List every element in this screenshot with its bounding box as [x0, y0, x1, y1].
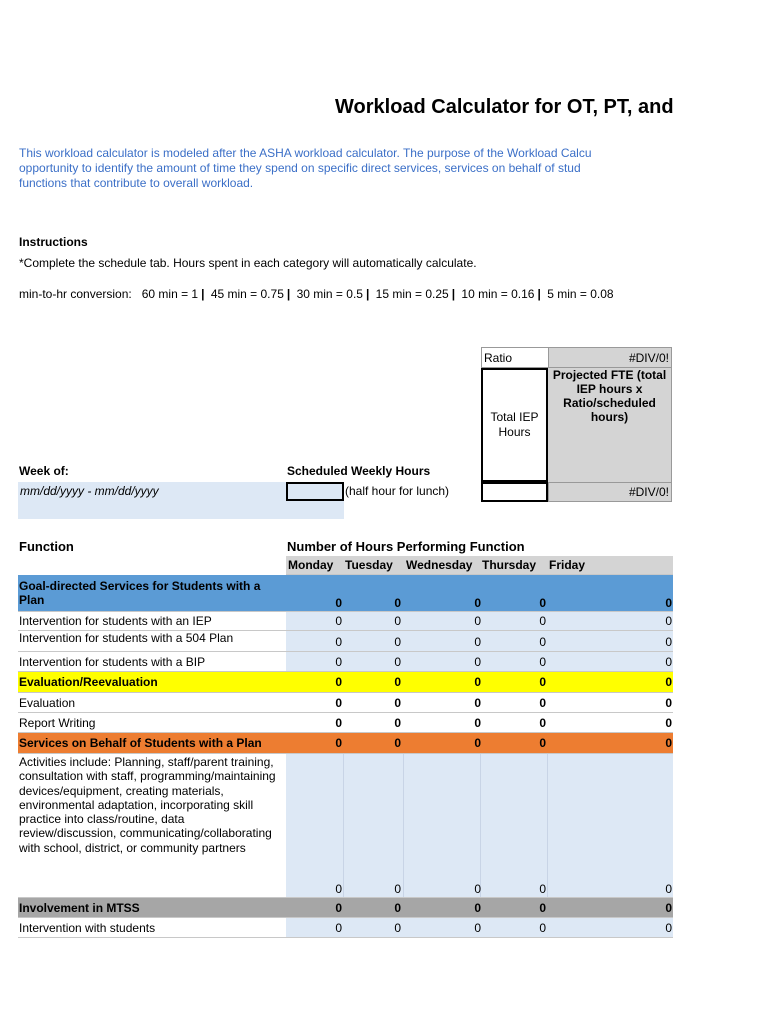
row-label: Intervention for students with a BIP — [19, 655, 206, 669]
cell-value[interactable]: 0 — [335, 655, 342, 669]
cell-value: 0 — [539, 696, 546, 710]
conversion-item: 10 min = 0.16 — [461, 287, 535, 301]
row-label: Involvement in MTSS — [19, 901, 140, 915]
cell-value[interactable]: 0 — [539, 921, 546, 935]
table-row-services — [18, 733, 673, 754]
cell-value: 0 — [539, 675, 546, 689]
conversion-label: min-to-hr conversion: — [19, 287, 132, 301]
intro-paragraph — [19, 146, 671, 191]
cell-value[interactable]: 0 — [665, 921, 672, 935]
row-label: Intervention for students with a 504 Plan — [19, 631, 234, 645]
cell-value[interactable]: 0 — [474, 614, 481, 628]
conversion-item: 5 min = 0.08 — [547, 287, 614, 301]
cell-value: 0 — [474, 696, 481, 710]
cell-value: 0 — [394, 696, 401, 710]
intro-line: opportunity to identify the amount of time they spend on specific direct services, services on behalf of stud — [19, 161, 581, 175]
table-row — [18, 693, 673, 713]
row-label: Intervention with students — [19, 921, 156, 935]
function-header: Function — [19, 539, 74, 554]
table-row-goal-directed — [18, 575, 673, 612]
lunch-note: (half hour for lunch) — [345, 484, 450, 498]
row-label: Report Writing — [19, 716, 96, 730]
intro-line: functions that contribute to overall workload. — [19, 176, 254, 190]
week-label: Week of: — [19, 464, 69, 478]
table-row — [18, 612, 673, 631]
cell-value: 0 — [665, 696, 672, 710]
cell-value: 0 — [335, 675, 342, 689]
cell-value: 0 — [539, 736, 546, 750]
cell-value: 0 — [539, 716, 546, 730]
scheduled-hours-label: Scheduled Weekly Hours — [287, 464, 431, 478]
table-row-mtss — [18, 898, 673, 918]
cell-value[interactable]: 0 — [335, 882, 342, 896]
cell-value: 0 — [394, 675, 401, 689]
cell-value: 0 — [394, 716, 401, 730]
cell-value: 0 — [335, 901, 342, 915]
row-label: Evaluation — [19, 696, 76, 710]
cell-value: 0 — [665, 675, 672, 689]
cell-value[interactable]: 0 — [665, 882, 672, 896]
cell-value: 0 — [394, 901, 401, 915]
cell-value[interactable]: 0 — [474, 882, 481, 896]
cell-value[interactable]: 0 — [474, 921, 481, 935]
cell-value: 0 — [665, 716, 672, 730]
day-monday: Monday — [288, 558, 334, 572]
cell-value: 0 — [665, 596, 672, 610]
cell-value: 0 — [474, 716, 481, 730]
cell-value[interactable]: 0 — [335, 614, 342, 628]
cell-value: 0 — [394, 596, 401, 610]
cell-value: 0 — [539, 901, 546, 915]
week-of-field[interactable]: mm/dd/yyyy - mm/dd/yyyy — [18, 482, 344, 519]
cell-value: 0 — [474, 901, 481, 915]
ratio-box — [481, 347, 672, 502]
cell-value: 0 — [474, 736, 481, 750]
table-row — [18, 652, 673, 672]
conversion-item: 30 min = 0.5 — [296, 287, 363, 301]
cell-value: 0 — [335, 596, 342, 610]
row-label: Services on Behalf of Students with a Plan — [19, 736, 262, 750]
cell-value: 0 — [335, 716, 342, 730]
cell-value[interactable]: 0 — [474, 635, 481, 649]
fte-value: #DIV/0! — [548, 482, 672, 502]
day-tuesday: Tuesday — [345, 558, 393, 572]
cell-value[interactable]: 0 — [474, 655, 481, 669]
conversion-item: 45 min = 0.75 — [210, 287, 284, 301]
cell-value[interactable]: 0 — [394, 882, 401, 896]
day-header-row — [18, 556, 673, 575]
cell-value[interactable]: 0 — [665, 655, 672, 669]
row-label: Evaluation/Reevaluation — [19, 675, 158, 689]
table-row — [18, 631, 673, 652]
cell-value[interactable]: 0 — [394, 635, 401, 649]
projected-fte-label: Projected FTE (total IEP hours x Ratio/scheduled hours) — [548, 368, 672, 482]
cell-value: 0 — [335, 736, 342, 750]
ratio-value: #DIV/0! — [548, 347, 672, 368]
day-friday: Friday — [549, 558, 586, 572]
cell-value: 0 — [474, 596, 481, 610]
page-title: Workload Calculator for OT, PT, and — [335, 96, 674, 118]
cell-value[interactable]: 0 — [539, 635, 546, 649]
table-row — [18, 713, 673, 733]
ratio-label: Ratio — [481, 347, 548, 368]
conversion-item: 15 min = 0.25 — [375, 287, 449, 301]
instructions-heading: Instructions — [19, 235, 88, 249]
row-label: Goal-directed Services for Students with a Plan — [19, 579, 261, 607]
cell-value[interactable]: 0 — [539, 882, 546, 896]
cell-value[interactable]: 0 — [539, 655, 546, 669]
scheduled-hours-input[interactable] — [286, 482, 344, 501]
cell-value[interactable]: 0 — [665, 635, 672, 649]
total-iep-hours-input[interactable] — [481, 482, 548, 502]
cell-value[interactable]: 0 — [394, 655, 401, 669]
table-row — [18, 918, 673, 938]
cell-value[interactable]: 0 — [394, 614, 401, 628]
cell-value: 0 — [539, 596, 546, 610]
conversion-line: min-to-hr conversion: 60 min = 1 | 45 min = 0.75 | 30 min = 0.5 | 15 min = 0.25 | 10 min = 0.16 | 5 min = 0.08 — [19, 287, 614, 301]
day-wednesday: Wednesday — [406, 558, 473, 572]
intro-line: This workload calculator is modeled after the ASHA workload calculator. The purpose of the Workload Calcu — [19, 146, 592, 160]
cell-value[interactable]: 0 — [335, 635, 342, 649]
day-thursday: Thursday — [482, 558, 537, 572]
cell-value: 0 — [474, 675, 481, 689]
cell-value: 0 — [394, 736, 401, 750]
total-iep-hours-label: Total IEP Hours — [481, 368, 548, 482]
table-row-activities — [18, 754, 673, 898]
cell-value[interactable]: 0 — [665, 614, 672, 628]
row-label: Intervention for students with an IEP — [19, 614, 212, 628]
conversion-item: 60 min = 1 — [141, 287, 199, 301]
cell-value[interactable]: 0 — [539, 614, 546, 628]
table-row-evaluation — [18, 672, 673, 693]
cell-value[interactable]: 0 — [394, 921, 401, 935]
hours-header: Number of Hours Performing Function — [287, 539, 525, 554]
cell-value: 0 — [665, 736, 672, 750]
cell-value: 0 — [335, 696, 342, 710]
cell-value[interactable]: 0 — [335, 921, 342, 935]
instructions-text: *Complete the schedule tab. Hours spent in each category will automatically calculate. — [19, 256, 477, 270]
row-label: Activities include: Planning, staff/parent training, consultation with staff, programming/maintaining devices/equipment, creating materials, environmental adaptation, incorporating skill practice into class/routine, data review/discussion, communicating/collaborating with school, district, or community partners — [19, 755, 276, 855]
cell-value: 0 — [665, 901, 672, 915]
workload-table — [18, 556, 673, 938]
